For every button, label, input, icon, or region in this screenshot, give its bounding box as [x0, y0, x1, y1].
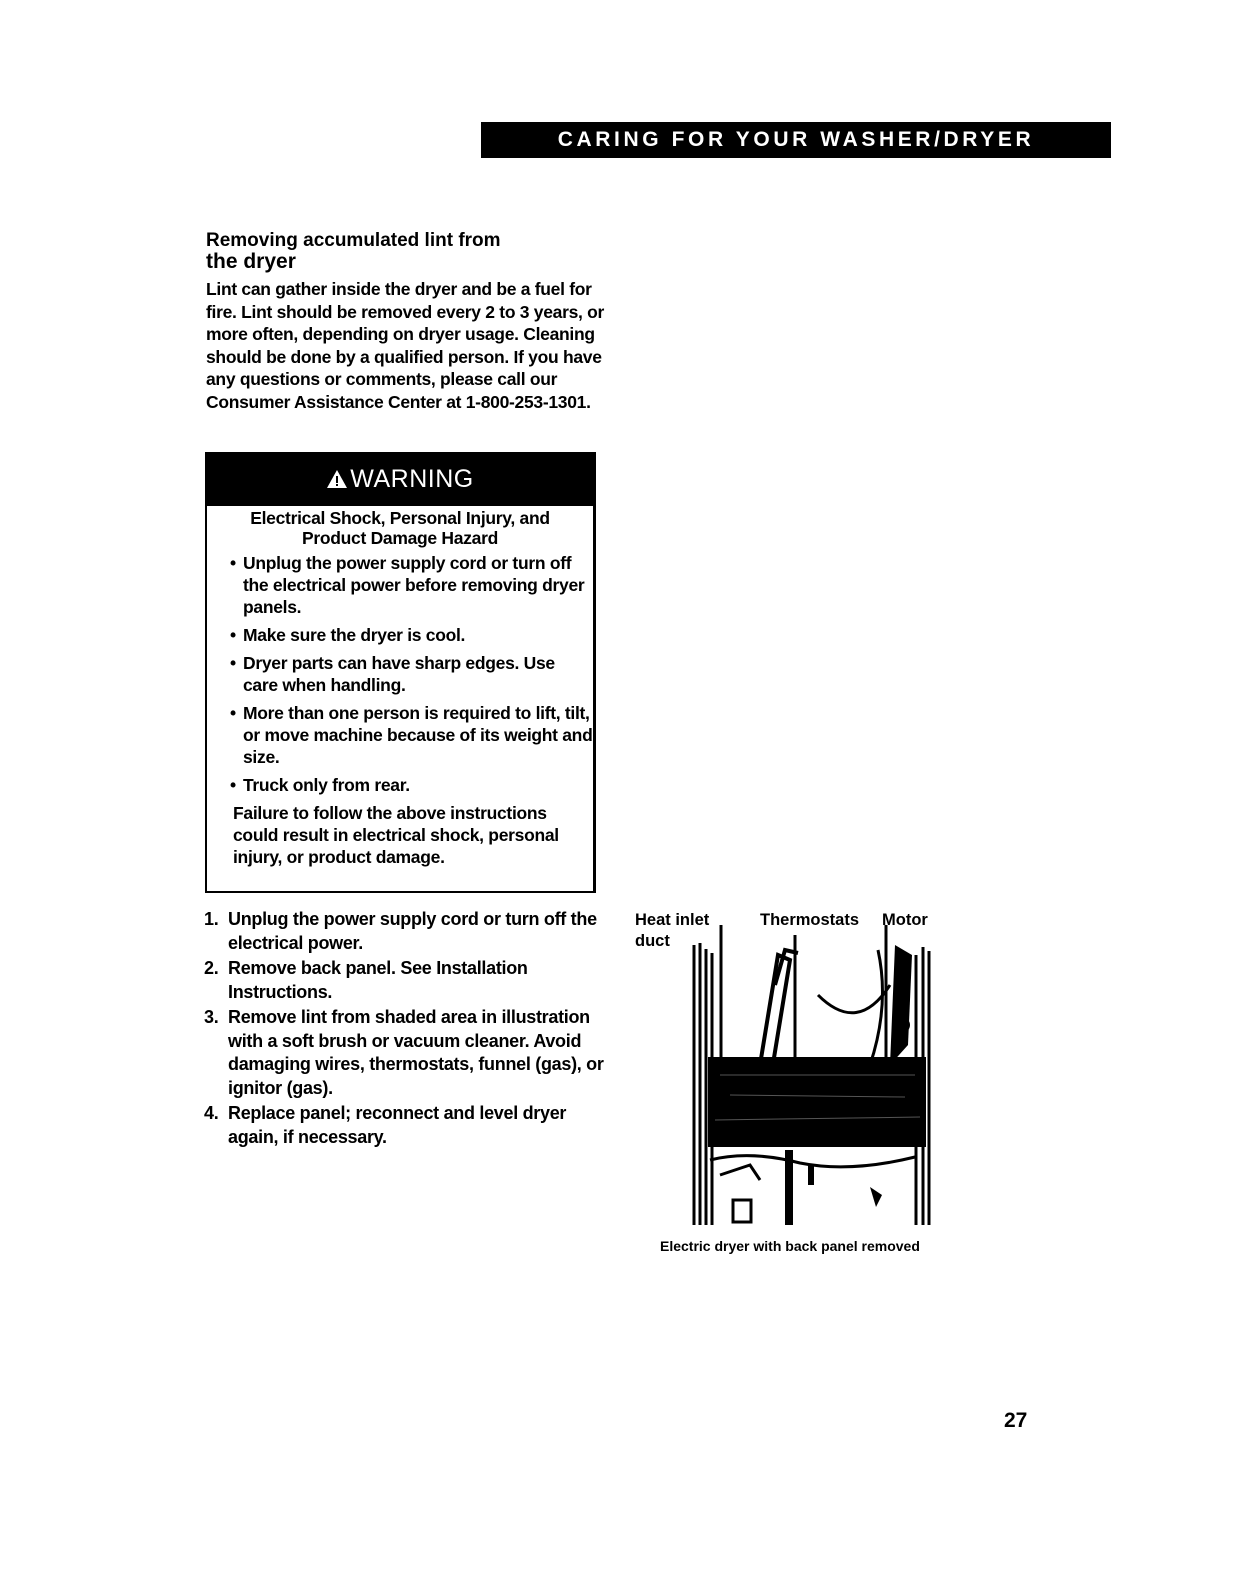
warning-title: WARNING: [350, 465, 474, 493]
warning-item: [227, 652, 593, 696]
warning-hazard: Electrical Shock, Personal Injury, and Product Damage Hazard: [250, 508, 550, 548]
bullet-icon: •: [230, 625, 236, 645]
warning-item: [227, 774, 593, 796]
section-title: [206, 230, 606, 272]
step-item: [204, 1006, 604, 1100]
bullet-icon: •: [230, 775, 236, 795]
step-number: 2.: [204, 958, 219, 978]
label-heat-inlet-line1: Heat inlet: [635, 911, 710, 929]
step-text: Unplug the power supply cord or turn off the electrical power.: [228, 909, 597, 953]
label-thermostats: Thermostats: [760, 911, 860, 929]
step-number: 3.: [204, 1007, 219, 1027]
step-item: [204, 908, 604, 955]
warning-item: [227, 624, 593, 646]
step-text: Remove back panel. See Installation Instructions.: [228, 958, 528, 1002]
warning-triangle-icon: [326, 454, 348, 508]
warning-footer: Failure to follow the above instructions could result in electrical shock, personal injury, or product damage.: [233, 803, 559, 867]
section-header-bar: [481, 122, 1111, 158]
section-header-title: CARING FOR YOUR WASHER/DRYER: [557, 128, 1035, 151]
label-motor: Motor: [882, 911, 928, 929]
bullet-icon: •: [230, 553, 236, 573]
dryer-back-illustration: [690, 925, 935, 1225]
warning-item: [227, 702, 593, 768]
bullet-icon: •: [230, 653, 236, 673]
step-number: 4.: [204, 1103, 219, 1123]
warning-item-text: Make sure the dryer is cool.: [243, 625, 466, 645]
step-item: [204, 1102, 604, 1149]
warning-header: [207, 452, 593, 506]
steps-list: [204, 908, 604, 1151]
warning-item-text: Truck only from rear.: [243, 775, 410, 795]
warning-item-text: Unplug the power supply cord or turn off the electrical power before removing dryer panels.: [243, 553, 585, 617]
warning-item-text: Dryer parts can have sharp edges. Use care when handling.: [243, 653, 555, 695]
section-title-line1: Removing accumulated lint from: [206, 230, 501, 251]
step-text: Remove lint from shaded area in illustration with a soft brush or vacuum cleaner. Avoid damaging wires, thermostats, funnel (gas), or ignitor (gas).: [228, 1007, 604, 1098]
warning-box: [205, 452, 596, 893]
warning-item: [227, 552, 593, 618]
illustration-caption: Electric dryer with back panel removed: [660, 1238, 920, 1254]
intro-paragraph: Lint can gather inside the dryer and be a fuel for fire. Lint should be removed every 2 to 3 years, or more often, depending on dryer usage. Cleaning should be done by a qualified person. If you have any questions or comments, please call our Consumer Assistance Center at 1-800-253-1301.: [206, 279, 605, 412]
page-number: 27: [1004, 1409, 1028, 1432]
bullet-icon: •: [230, 703, 236, 723]
section-title-line2: the dryer: [206, 250, 296, 273]
step-text: Replace panel; reconnect and level dryer again, if necessary.: [228, 1103, 567, 1147]
step-item: [204, 957, 604, 1004]
warning-list: [207, 552, 593, 796]
warning-item-text: More than one person is required to lift, tilt, or move machine because of its weight and size.: [243, 703, 593, 767]
step-number: 1.: [204, 909, 219, 929]
label-heat-inlet-line2: duct: [635, 932, 670, 950]
